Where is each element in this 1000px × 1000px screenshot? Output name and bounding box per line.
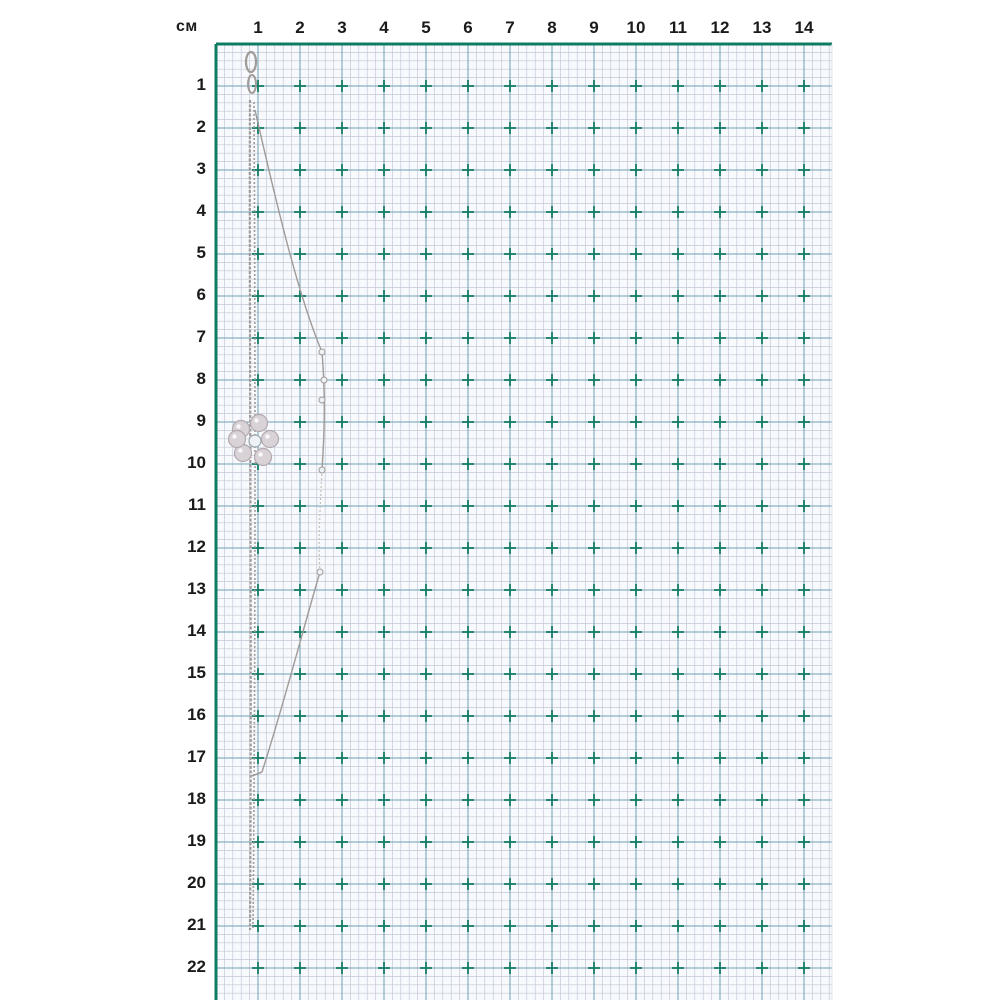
chain-station	[321, 377, 327, 383]
pearl	[251, 415, 268, 432]
center-stone	[249, 435, 261, 447]
row-label: 2	[196, 117, 206, 136]
row-label: 6	[196, 285, 206, 304]
pearl-highlight	[265, 434, 269, 438]
pearl-highlight	[258, 452, 262, 456]
column-label: 13	[752, 18, 772, 37]
column-label: 12	[710, 18, 730, 37]
row-label: 14	[187, 621, 206, 640]
row-label: 11	[188, 495, 206, 514]
pearl-highlight	[236, 424, 240, 428]
row-label: 12	[187, 537, 206, 556]
row-label: 9	[196, 411, 206, 430]
row-label: 5	[196, 243, 206, 262]
row-label: 18	[187, 789, 206, 808]
row-label: 21	[187, 915, 206, 934]
chain-station	[319, 467, 325, 473]
column-label: 10	[626, 18, 646, 37]
pearl-highlight	[238, 448, 242, 452]
unit-label: см	[176, 18, 198, 35]
column-label: 5	[421, 18, 431, 37]
column-label: 2	[295, 18, 305, 37]
column-label: 7	[505, 18, 515, 37]
pearl-highlight	[254, 418, 258, 422]
row-label: 4	[196, 201, 206, 220]
pearl	[255, 449, 272, 466]
pearl	[229, 431, 246, 448]
column-label: 1	[253, 18, 263, 37]
column-label: 11	[669, 18, 687, 37]
chain-station	[319, 349, 325, 355]
row-label: 15	[187, 663, 206, 682]
column-label: 4	[379, 18, 389, 37]
row-label: 16	[187, 705, 206, 724]
chain-station	[319, 397, 325, 403]
chain-station	[317, 569, 323, 575]
row-label: 19	[187, 831, 206, 850]
column-label: 3	[337, 18, 347, 37]
row-label: 20	[187, 873, 206, 892]
column-label: 9	[589, 18, 599, 37]
row-label: 3	[196, 159, 206, 178]
pearl-highlight	[232, 434, 236, 438]
row-label: 22	[187, 957, 206, 976]
column-label: 14	[794, 18, 814, 37]
column-label: 8	[547, 18, 557, 37]
row-label: 10	[187, 453, 206, 472]
pearl	[262, 431, 279, 448]
row-label: 8	[196, 369, 206, 388]
row-label: 7	[196, 327, 206, 346]
row-label: 1	[196, 75, 206, 94]
row-label: 13	[187, 579, 206, 598]
row-label: 17	[187, 747, 206, 766]
column-label: 6	[463, 18, 473, 37]
